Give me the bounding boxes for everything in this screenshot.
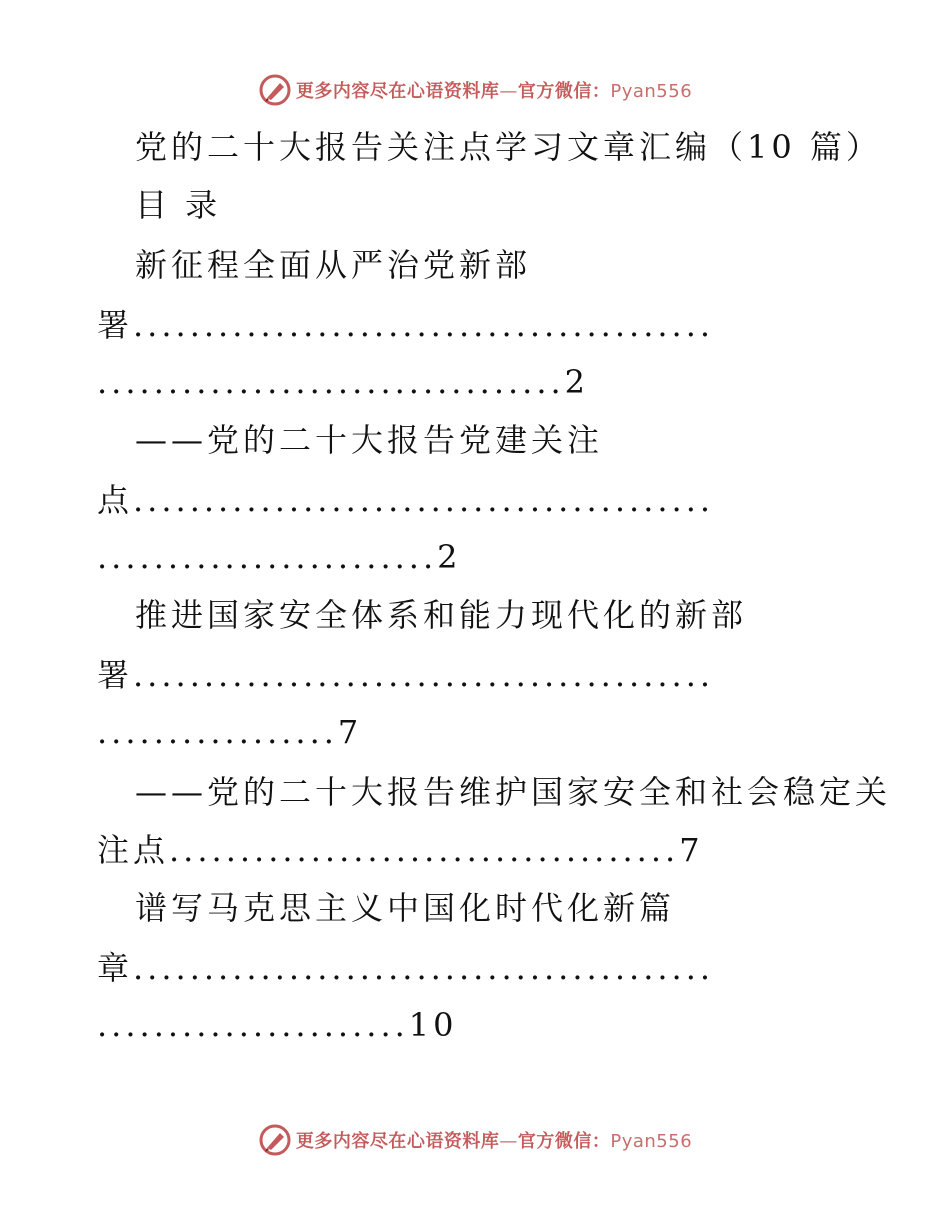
document-title: 党的二十大报告关注点学习文章汇编（10 篇）	[135, 128, 882, 166]
watermark-text: 更多内容尽在心语资料库—官方微信：Pyan556	[295, 81, 693, 102]
toc-entry-1: 新征程全面从严治党新部	[135, 246, 532, 284]
toc-leader: 注点....................................7	[97, 831, 704, 869]
toc-leader: 署.........................................	[97, 656, 715, 694]
toc-leader: 章.........................................	[97, 949, 715, 987]
toc-subtitle-1: ——党的二十大报告党建关注	[135, 421, 604, 459]
toc-entry-2: 推进国家安全体系和能力现代化的新部	[135, 596, 748, 634]
toc-leader: 署.........................................	[97, 306, 715, 344]
toc-subtitle-2: ——党的二十大报告维护国家安全和社会稳定关	[135, 773, 892, 811]
pen-logo-icon	[258, 73, 292, 107]
toc-page-number: ......................10	[97, 1006, 458, 1044]
toc-heading: 目 录	[135, 186, 222, 224]
toc-page-number: ........................2	[97, 538, 462, 576]
header-watermark	[0, 70, 950, 110]
toc-entry-3: 谱写马克思主义中国化时代化新篇	[135, 889, 676, 927]
toc-page-number: .................7	[97, 713, 363, 751]
toc-page-number: .................................2	[97, 363, 590, 401]
footer-watermark	[0, 1120, 950, 1160]
watermark-text: 更多内容尽在心语资料库—官方微信：Pyan556	[295, 1131, 693, 1152]
pen-logo-icon	[258, 1123, 292, 1157]
toc-leader: 点.........................................	[97, 481, 715, 519]
